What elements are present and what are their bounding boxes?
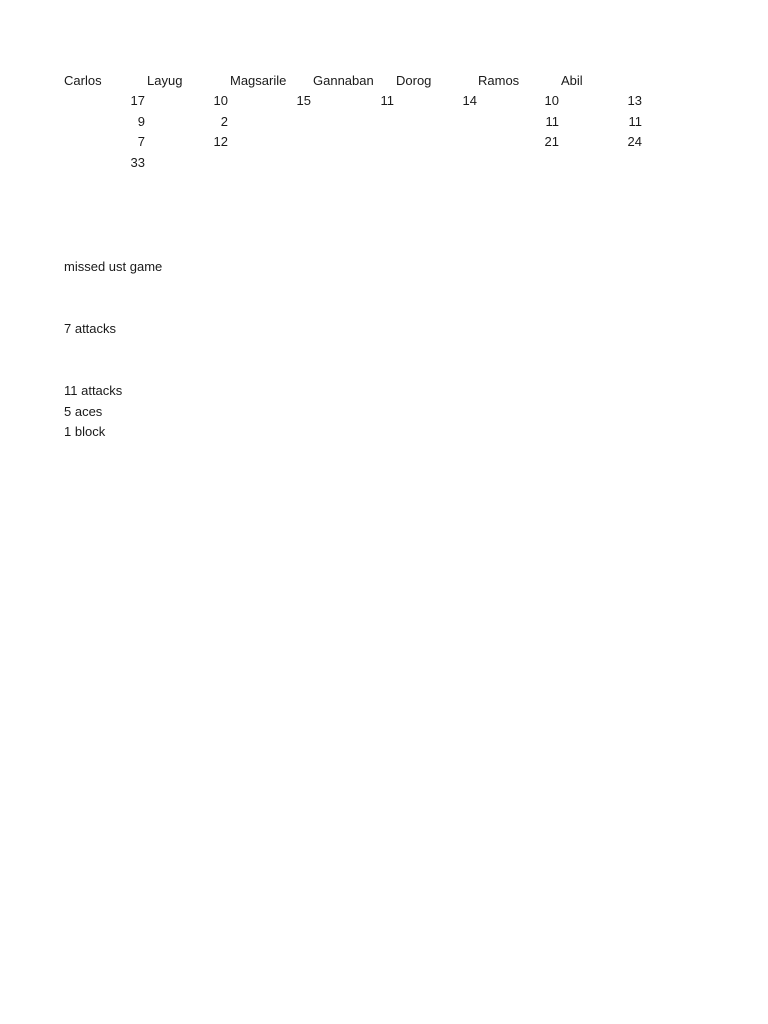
- note-attacks[interactable]: 11 attacks: [64, 383, 123, 398]
- table-cell[interactable]: 17: [130, 93, 145, 108]
- table-cell[interactable]: 9: [137, 114, 145, 129]
- table-cell[interactable]: 10: [213, 93, 228, 108]
- table-row: [64, 154, 684, 172]
- note-block[interactable]: 1 block: [64, 424, 106, 439]
- table-cell[interactable]: 24: [627, 134, 642, 149]
- table-cell[interactable]: 33: [130, 155, 145, 170]
- table-cell[interactable]: 10: [544, 93, 559, 108]
- table-cell[interactable]: 21: [544, 134, 559, 149]
- header-cell-abil[interactable]: Abil: [561, 73, 583, 88]
- table-cell[interactable]: 13: [627, 93, 642, 108]
- table-cell[interactable]: 15: [296, 93, 311, 108]
- note-missed-game[interactable]: missed ust game: [64, 259, 163, 274]
- table-cell[interactable]: 14: [462, 93, 477, 108]
- table-cell[interactable]: 7: [137, 134, 145, 149]
- table-row: [64, 133, 684, 151]
- table-cell[interactable]: 11: [545, 114, 559, 129]
- header-cell-magsarile[interactable]: Magsarile: [230, 73, 287, 88]
- note-aces[interactable]: 5 aces: [64, 404, 103, 419]
- table-cell[interactable]: 12: [213, 134, 228, 149]
- table-cell[interactable]: 2: [220, 114, 228, 129]
- header-row: [64, 72, 684, 90]
- table-cell[interactable]: 11: [380, 93, 394, 108]
- header-cell-gannaban[interactable]: Gannaban: [313, 73, 374, 88]
- note-attacks[interactable]: 7 attacks: [64, 321, 117, 336]
- header-cell-layug[interactable]: Layug: [147, 73, 183, 88]
- header-cell-carlos[interactable]: Carlos: [64, 73, 102, 88]
- header-cell-ramos[interactable]: Ramos: [478, 73, 520, 88]
- table-row: [64, 113, 684, 131]
- table-cell[interactable]: 11: [628, 114, 642, 129]
- table-row: [64, 92, 684, 110]
- header-cell-dorog[interactable]: Dorog: [396, 73, 432, 88]
